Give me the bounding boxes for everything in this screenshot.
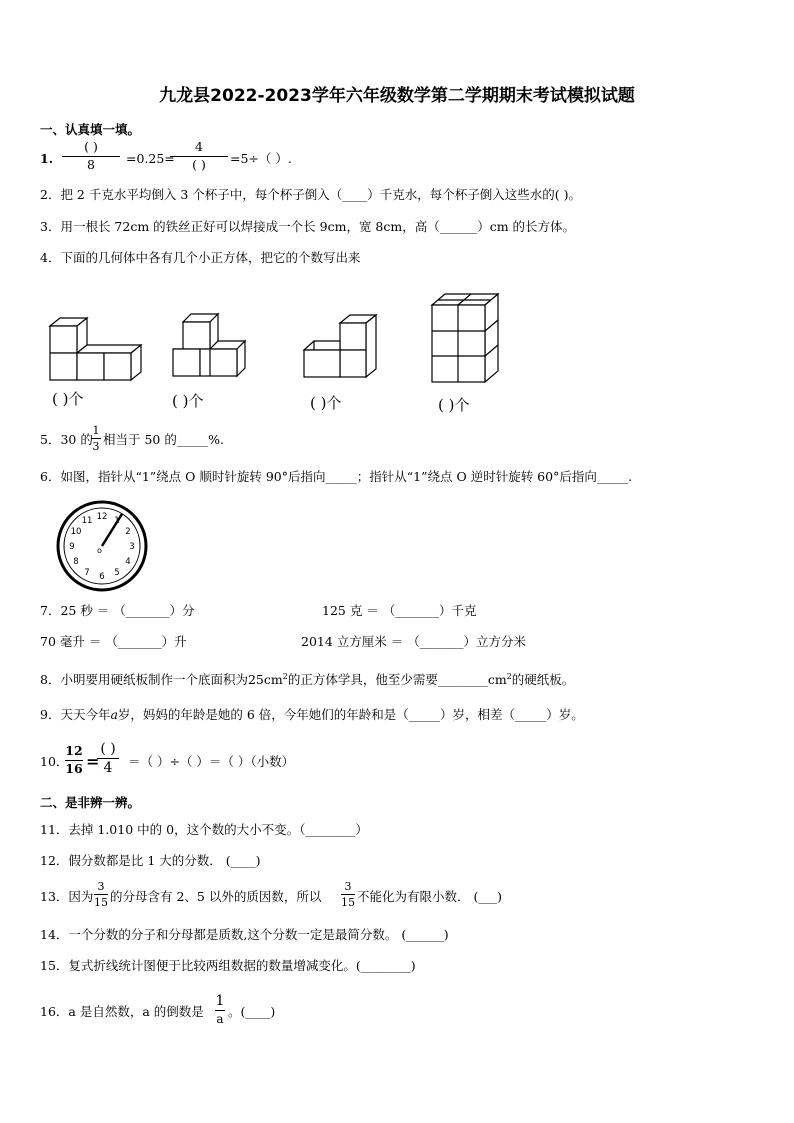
cube-figure-3	[304, 315, 376, 377]
q13-post: 不能化为有限小数． (___)	[357, 889, 502, 904]
q13-den: 15	[94, 896, 108, 909]
q8-unit: cm	[487, 672, 507, 688]
cube-figure-2	[173, 314, 245, 376]
question-7d: 2014 立方厘米 ＝ （_______）立方分米	[301, 634, 526, 649]
q10-f2-den: 4	[97, 758, 119, 775]
q16-den: a	[216, 1012, 224, 1026]
q10-eq: =	[86, 752, 100, 771]
q4-answer-1: ( )个	[52, 390, 84, 408]
q8-pre: 8．小明要用硬纸板制作一个底面积为	[40, 672, 248, 688]
question-7c: 70 毫升 ＝ （_______）升	[40, 634, 187, 649]
clock-numeral: 11	[81, 516, 93, 526]
question-3: 3．用一根长 72cm 的铁丝正好可以焊接成一个长 9cm，宽 8cm，高（______）cm 的长方体。	[40, 219, 576, 234]
question-7a: 7．25 秒 ＝ （_______）分	[40, 603, 195, 618]
q1-f2-den: ( )	[170, 156, 228, 172]
cube-figure-4	[432, 294, 498, 382]
q9-post: 岁，妈妈的年龄是她的 6 倍，今年她们的年龄和是（_____）岁，相差（_____）岁。	[117, 707, 584, 722]
q16-pre: 16．a 是自然数，a 的倒数是	[40, 1004, 204, 1019]
q5-den: 3	[92, 440, 100, 453]
q5-num: 1	[92, 424, 100, 437]
q13-pre: 13．因为	[40, 889, 94, 904]
q8-sup: 2	[282, 672, 288, 681]
question-9	[40, 709, 584, 722]
q1-tail: =5÷（ ）.	[230, 151, 292, 166]
q10-f2-num: ( )	[100, 741, 116, 757]
q5-post: 相当于 50 的_____%.	[103, 432, 224, 447]
q9-pre: 9．天天今年	[40, 707, 111, 722]
clock-numeral: 7	[84, 568, 90, 578]
q16-post: 。(____)	[228, 1004, 276, 1019]
clock-numeral: 6	[99, 572, 105, 582]
clock-numeral: 10	[70, 527, 82, 537]
q9-var: a	[110, 707, 118, 722]
clock-figure	[52, 497, 152, 597]
question-2: 2．把 2 千克水平均倒入 3 个杯子中，每个杯子倒入（____）千克水，每个杯子倒入这些水的( )。	[40, 187, 581, 202]
question-4: 4．下面的几何体中各有几个小正方体，把它的个数写出来	[40, 250, 361, 265]
clock-numeral: 9	[69, 542, 75, 552]
section-heading-fill: 一、认真填一填。	[40, 122, 141, 137]
question-11: 11．去掉 1.010 中的 0，这个数的大小不变。（________）	[40, 822, 368, 837]
clock-numeral: 12	[96, 512, 108, 522]
q16-num: 1	[215, 993, 225, 1009]
clock-numeral: 4	[125, 557, 131, 567]
question-12: 12．假分数都是比 1 大的分数． (____)	[40, 853, 261, 868]
section-heading-judge: 二、是非辨一辨。	[40, 795, 141, 810]
question-8	[40, 673, 574, 687]
q4-answer-4: ( )个	[438, 396, 470, 414]
q8-mid: 的正方体学具，他至少需要________	[287, 672, 488, 688]
question-15: 15．复式折线统计图便于比较两组数据的数量增减变化。(________)	[40, 958, 416, 973]
q13-fraction-2	[341, 881, 355, 908]
clock-numeral: 8	[73, 557, 79, 567]
cube-figure-1	[50, 318, 141, 380]
q13-fraction-1	[94, 881, 108, 908]
clock-numeral: 3	[129, 542, 135, 552]
q10-fraction-2	[97, 742, 119, 775]
page-title: 九龙县2022-2023学年六年级数学第二学期期末考试模拟试题	[159, 86, 635, 106]
q1-mid: =0.25=	[126, 151, 175, 166]
q10-f1-den: 16	[65, 760, 83, 776]
q13-num: 3	[97, 880, 105, 893]
q8-sup2: 2	[506, 672, 512, 681]
clock-center-label: o	[97, 546, 102, 555]
question-7b: 125 克 ＝ （_______）千克	[322, 603, 477, 618]
q8-post: 的硬纸板。	[511, 672, 575, 688]
q10-rest: ＝（ ）÷（ ）＝（ ）（小数）	[128, 754, 295, 769]
q8-area: 25cm	[247, 672, 283, 688]
question-14: 14．一个分数的分子和分母都是质数,这个分数一定是最简分数。 (______)	[40, 927, 449, 942]
q5-fraction	[91, 425, 101, 452]
q13-mid: 的分母含有 2、5 以外的质因数，所以	[110, 889, 322, 904]
q1-number: 1.	[40, 151, 54, 166]
q10-number: 10．	[40, 754, 69, 769]
q16-fraction	[215, 994, 225, 1025]
clock-numeral: 1	[114, 516, 120, 526]
clock-numeral: 2	[125, 527, 131, 537]
q1-f1-den: 8	[62, 156, 120, 172]
q10-f1-num: 12	[65, 743, 83, 758]
q1-f2-num: 4	[195, 139, 203, 154]
q13-num2: 3	[344, 880, 352, 893]
clock-numeral: 5	[114, 568, 120, 578]
q1-f1-num: ( )	[84, 139, 98, 154]
q10-fraction-1	[65, 745, 83, 775]
question-6: 6．如图，指针从“1”绕点 O 顺时针旋转 90°后指向_____；指针从“1”绕点 O 逆时针旋转 60°后指向_____.	[40, 469, 633, 484]
q13-den2: 15	[341, 896, 355, 909]
q5-pre: 5．30 的	[40, 432, 93, 447]
q4-answer-2: ( )个	[172, 392, 204, 410]
q4-answer-3: ( )个	[310, 394, 342, 412]
